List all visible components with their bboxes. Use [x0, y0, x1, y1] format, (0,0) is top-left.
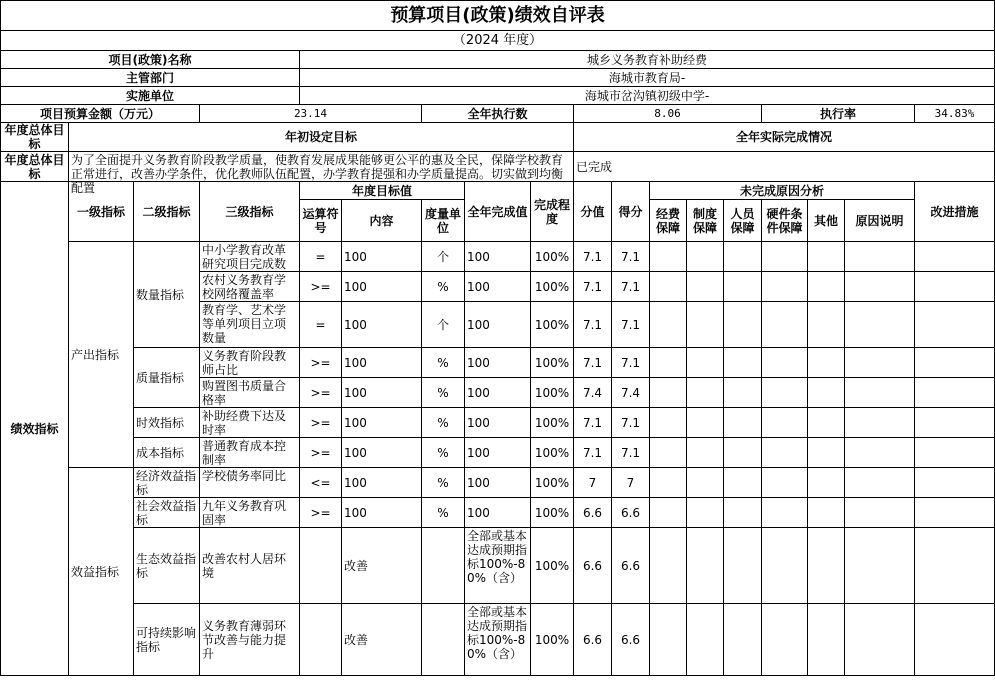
degree-cell: 100%: [531, 468, 574, 498]
score-cell: 7.1: [612, 272, 650, 302]
unit-value: 海城市岔沟镇初级中学-: [300, 87, 995, 105]
indicator-name: 购置图书质量合格率: [200, 378, 300, 408]
content-cell: 100: [342, 348, 422, 378]
op-cell: [300, 604, 342, 676]
group-sustain: 可持续影响指标: [134, 604, 200, 676]
degree-cell: 100%: [531, 348, 574, 378]
full-cell: 100: [465, 378, 531, 408]
weight-cell: 7.1: [574, 438, 612, 468]
group-timeliness: 时效指标: [134, 408, 200, 438]
weight-cell: 7.1: [574, 272, 612, 302]
degree-cell: 100%: [531, 242, 574, 272]
score-cell: 6.6: [612, 528, 650, 604]
unit-cell: 个: [422, 302, 465, 348]
group-cost: 成本指标: [134, 438, 200, 468]
weight-cell: 7.1: [574, 302, 612, 348]
group-quantity: 数量指标: [134, 242, 200, 348]
content-cell: 100: [342, 302, 422, 348]
unit-cell: [422, 528, 465, 604]
goal-set-text: 为了全面提升义务教育阶段教学质量，使教育发展成果能够更公平的惠及全民，保障学校教育正常进行，改善办学条件，优化教师队伍配置，办学教育提强和办学质量提高。切实做到均衡配置: [69, 152, 574, 182]
group-ecological: 生态效益指标: [134, 528, 200, 604]
score-cell: 7.1: [612, 438, 650, 468]
table-row: [1, 468, 995, 498]
full-cell: 100: [465, 408, 531, 438]
group-quality: 质量指标: [134, 348, 200, 408]
score-header: 得分: [612, 182, 650, 242]
goal-actual-header: 全年实际完成情况: [574, 123, 995, 152]
target-group-header: 年度目标值: [300, 182, 465, 200]
op-cell: >=: [300, 378, 342, 408]
indicator-name: 补助经费下达及时率: [200, 408, 300, 438]
reason-staff-header: 人员保障: [724, 200, 762, 242]
op-cell: <=: [300, 468, 342, 498]
content-cell: 100: [342, 378, 422, 408]
dept-value: 海城市教育局-: [300, 69, 995, 87]
weight-cell: 7.1: [574, 408, 612, 438]
indicator-name: 改善农村人居环境: [200, 528, 300, 604]
op-cell: =: [300, 242, 342, 272]
weight-cell: 7.4: [574, 378, 612, 408]
group-economic: 经济效益指标: [134, 468, 200, 498]
exec-value: 8.06: [574, 105, 762, 123]
table-row: [1, 528, 995, 604]
degree-cell: 100%: [531, 272, 574, 302]
lvl1-header: 一级指标: [69, 182, 134, 242]
degree-header: 完成程度: [531, 182, 574, 242]
score-cell: 7.1: [612, 242, 650, 272]
content-cell: 100: [342, 438, 422, 468]
full-cell: 100: [465, 468, 531, 498]
op-cell: >=: [300, 438, 342, 468]
lvl3-header: 三级指标: [200, 182, 300, 242]
unit-label: 实施单位: [1, 87, 300, 105]
unit-cell: 个: [422, 242, 465, 272]
weight-cell: 6.6: [574, 528, 612, 604]
full-cell: 100: [465, 348, 531, 378]
indicator-name: 普通教育成本控制率: [200, 438, 300, 468]
indicator-name: 教育学、艺术学等单列项目立项数量: [200, 302, 300, 348]
reason-group-header: 未完成原因分析: [650, 182, 915, 200]
full-cell: 全部或基本达成预期指标100%-80%（含）: [465, 528, 531, 604]
content-cell: 100: [342, 408, 422, 438]
degree-cell: 100%: [531, 378, 574, 408]
op-cell: [300, 528, 342, 604]
content-cell: 100: [342, 272, 422, 302]
content-cell: 改善: [342, 528, 422, 604]
unit-cell: %: [422, 468, 465, 498]
weight-header: 分值: [574, 182, 612, 242]
reason-other-header: 其他: [808, 200, 845, 242]
weight-cell: 7: [574, 468, 612, 498]
unit-cell: %: [422, 378, 465, 408]
improve-header: 改进措施: [915, 182, 995, 242]
indicator-name: 义务教育薄弱环节改善与能力提升: [200, 604, 300, 676]
score-cell: 7.1: [612, 302, 650, 348]
lvl2-header: 二级指标: [134, 182, 200, 242]
table-row: [1, 498, 995, 528]
score-cell: 7: [612, 468, 650, 498]
score-cell: 6.6: [612, 498, 650, 528]
reason-explain-header: 原因说明: [845, 200, 915, 242]
table-row: [1, 348, 995, 378]
table-row: [1, 604, 995, 676]
content-cell: 100: [342, 498, 422, 528]
full-cell: 100: [465, 438, 531, 468]
weight-cell: 7.1: [574, 242, 612, 272]
indicator-name: 农村义务教育学校网络覆盖率: [200, 272, 300, 302]
group-benefit: 效益指标: [69, 468, 134, 676]
goal-set-header: 年初设定目标: [69, 123, 574, 152]
exec-label: 全年执行数: [422, 105, 574, 123]
unit-cell: %: [422, 438, 465, 468]
unit-cell: %: [422, 272, 465, 302]
score-cell: 7.1: [612, 348, 650, 378]
indicator-name: 九年义务教育巩固率: [200, 498, 300, 528]
full-cell: 100: [465, 302, 531, 348]
weight-cell: 7.1: [574, 348, 612, 378]
content-cell: 100: [342, 242, 422, 272]
weight-cell: 6.6: [574, 498, 612, 528]
table-row: [1, 438, 995, 468]
indicator-name: 学校债务率同比: [200, 468, 300, 498]
group-social: 社会效益指标: [134, 498, 200, 528]
unit-cell: %: [422, 498, 465, 528]
rate-value: 34.83%: [915, 105, 995, 123]
op-cell: >=: [300, 272, 342, 302]
page-title: 预算项目(政策)绩效自评表: [1, 1, 995, 31]
budget-label: 项目预算金额（万元）: [1, 105, 200, 123]
dept-label: 主管部门: [1, 69, 300, 87]
indicator-name: 中小学教育改革研究项目完成数: [200, 242, 300, 272]
table-row: [1, 242, 995, 272]
op-cell: >=: [300, 498, 342, 528]
op-cell: >=: [300, 348, 342, 378]
goal-actual-text: 已完成: [574, 152, 995, 182]
unit-cell: %: [422, 348, 465, 378]
full-cell: 100: [465, 242, 531, 272]
op-header: 运算符号: [300, 200, 342, 242]
weight-cell: 6.6: [574, 604, 612, 676]
degree-cell: 100%: [531, 498, 574, 528]
year-label: （2024 年度）: [1, 31, 995, 51]
content-cell: 100: [342, 468, 422, 498]
project-name-label: 项目(政策)名称: [1, 51, 300, 69]
budget-value: 23.14: [200, 105, 422, 123]
goal-label: 年度总体目标: [1, 123, 69, 152]
content-header: 内容: [342, 200, 422, 242]
unit-cell: [422, 604, 465, 676]
perf-indicator-label: 绩效指标: [1, 182, 69, 676]
table-row: [1, 408, 995, 438]
degree-cell: 100%: [531, 438, 574, 468]
full-cell: 100: [465, 272, 531, 302]
score-cell: 7.1: [612, 408, 650, 438]
full-cell: 全部或基本达成预期指标100%-80%（含）: [465, 604, 531, 676]
project-name-value: 城乡义务教育补助经费: [300, 51, 995, 69]
full-value-header: 全年完成值: [465, 182, 531, 242]
reason-system-header: 制度保障: [687, 200, 724, 242]
rate-label: 执行率: [762, 105, 915, 123]
full-cell: 100: [465, 498, 531, 528]
unit-cell: %: [422, 408, 465, 438]
indicator-name: 义务教育阶段教师占比: [200, 348, 300, 378]
group-output: 产出指标: [69, 242, 134, 468]
content-cell: 改善: [342, 604, 422, 676]
score-cell: 6.6: [612, 604, 650, 676]
score-cell: 7.4: [612, 378, 650, 408]
reason-hardware-header: 硬件条件保障: [762, 200, 808, 242]
degree-cell: 100%: [531, 604, 574, 676]
op-cell: >=: [300, 408, 342, 438]
degree-cell: 100%: [531, 302, 574, 348]
unit-header: 度量单位: [422, 200, 465, 242]
reason-funds-header: 经费保障: [650, 200, 687, 242]
goal-label-2: 年度总体目标: [1, 152, 69, 182]
degree-cell: 100%: [531, 528, 574, 604]
op-cell: =: [300, 302, 342, 348]
degree-cell: 100%: [531, 408, 574, 438]
